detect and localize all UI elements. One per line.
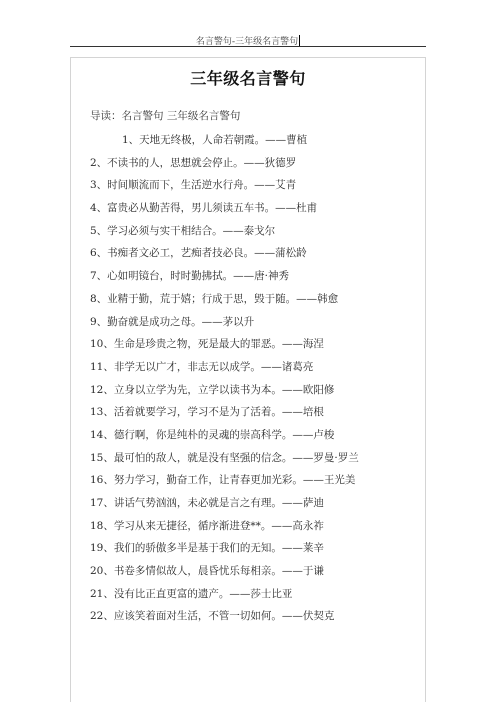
page-title: 三年级名言警句 <box>190 69 306 88</box>
quote-item: 16、努力学习，勤奋工作，让青春更加光彩。——王光美 <box>90 474 356 487</box>
quote-item: 19、我们的骄傲多半是基于我们的无知。——莱辛 <box>90 542 324 555</box>
intro-line: 导读：名言警句 三年级名言警句 <box>90 110 241 122</box>
quote-item: 8、业精于勤，荒于嬉；行成于思，毁于随。——韩愈 <box>90 292 339 305</box>
quote-item: 18、学习从来无捷径，循序渐进登**。——高永祚 <box>90 519 324 532</box>
quote-item: 2、不读书的人，思想就会停止。——狄德罗 <box>90 156 297 169</box>
quote-item: 21、没有比正直更富的遗产。——莎士比亚 <box>90 587 293 600</box>
header-rule <box>70 46 426 47</box>
quote-item: 1、天地无终极，人命若朝霞。——曹植 <box>122 134 308 146</box>
quote-item: 17、讲话气势汹汹，未必就是言之有理。——萨迪 <box>90 497 324 509</box>
quote-item: 15、最可怕的敌人，就是没有坚强的信念。——罗曼·罗兰 <box>90 451 359 464</box>
quote-item: 4、富贵必从勤苦得，男儿须读五车书。——杜甫 <box>90 202 318 215</box>
quote-item: 13、活着就要学习，学习不是为了活着。——培根 <box>90 406 324 419</box>
quote-item: 20、书卷多情似故人，晨昏忧乐每相亲。——于谦 <box>90 565 324 578</box>
text-cursor <box>299 35 300 46</box>
quote-item: 10、生命是珍贵之物，死是最大的罪恶。——海涅 <box>90 338 324 351</box>
quote-item: 12、立身以立学为先，立学以读书为本。——欧阳修 <box>90 383 335 396</box>
quote-item: 9、勤奋就是成功之母。——茅以升 <box>90 315 255 328</box>
quote-item: 22、应该笑着面对生活，不管一切如何。——伏契克 <box>90 610 335 623</box>
quote-item: 7、心如明镜台，时时勤拂拭。——唐·神秀 <box>90 270 290 283</box>
quote-item: 6、书痴者文必工，艺痴者技必良。——蒲松龄 <box>90 247 307 260</box>
running-header-text: 名言警句-三年级名言警句 <box>195 37 299 47</box>
quote-item: 3、时间顺流而下，生活逆水行舟。——艾青 <box>90 179 297 192</box>
quote-list <box>70 129 359 628</box>
quote-item: 14、德行啊，你是纯朴的灵魂的崇高科学。——卢梭 <box>90 428 335 441</box>
quote-item: 5、学习必须与实干相结合。——泰戈尔 <box>90 224 276 237</box>
quote-item: 11、非学无以广才，非志无以成学。——诸葛亮 <box>90 360 314 373</box>
